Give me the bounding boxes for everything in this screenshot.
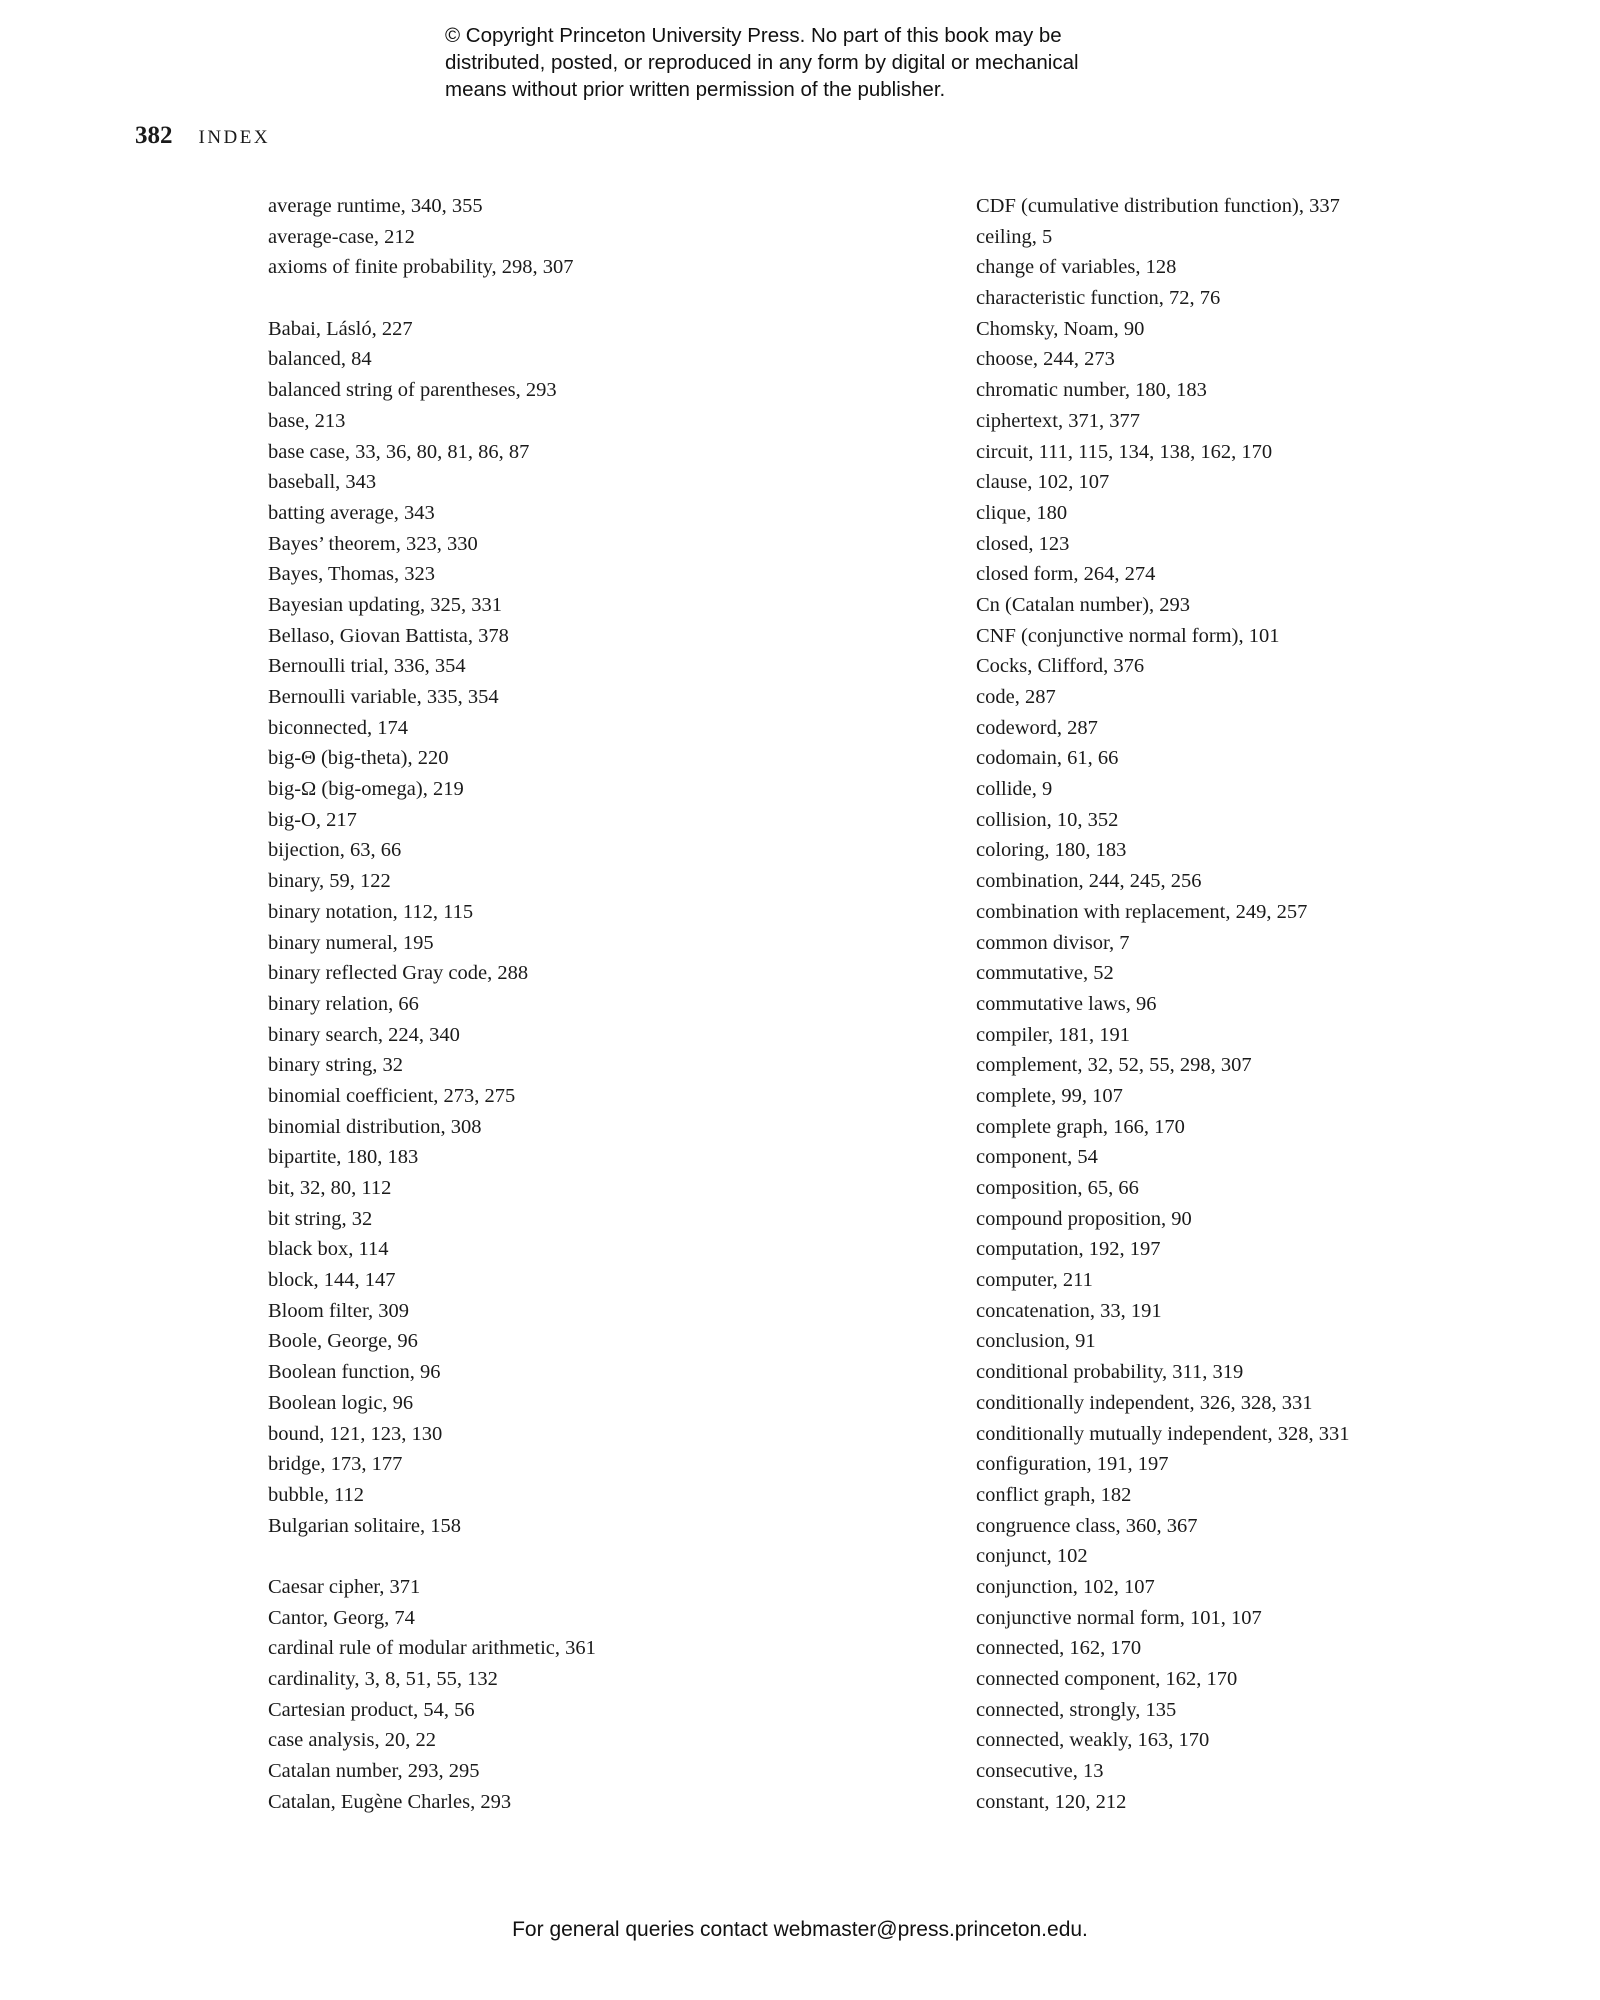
index-entry: component, 54 — [976, 1146, 1098, 1169]
index-entry: conjunctive normal form, 101, 107 — [976, 1606, 1262, 1629]
index-entry: bubble, 112 — [268, 1483, 365, 1506]
index-entry: compiler, 181, 191 — [976, 1023, 1131, 1046]
index-entry: Bernoulli trial, 336, 354 — [268, 655, 466, 678]
index-entry: Boolean function, 96 — [268, 1361, 441, 1384]
index-entry: bipartite, 180, 183 — [268, 1146, 419, 1169]
index-entry: computer, 211 — [976, 1269, 1093, 1292]
index-entry: commutative, 52 — [976, 962, 1114, 985]
index-entry: CNF (conjunctive normal form), 101 — [976, 624, 1280, 647]
index-entry: collision, 10, 352 — [976, 808, 1119, 831]
index-entry: conclusion, 91 — [976, 1330, 1096, 1353]
index-entry: cardinal rule of modular arithmetic, 361 — [268, 1637, 596, 1660]
index-entry: big-Θ (big-theta), 220 — [268, 747, 449, 770]
index-entry: bijection, 63, 66 — [268, 839, 402, 862]
index-entry: bridge, 173, 177 — [268, 1453, 403, 1476]
index-entry: Boole, George, 96 — [268, 1330, 418, 1353]
index-entry: Bayesian updating, 325, 331 — [268, 593, 503, 616]
index-entry: base, 213 — [268, 409, 346, 432]
index-entry: black box, 114 — [268, 1238, 389, 1261]
index-entry: Cartesian product, 54, 56 — [268, 1698, 475, 1721]
index-entry: connected, 162, 170 — [976, 1637, 1142, 1660]
index-entry: congruence class, 360, 367 — [976, 1514, 1198, 1537]
index-entry: code, 287 — [976, 686, 1056, 708]
copyright-notice — [445, 22, 1205, 103]
index-entry: Cantor, Georg, 74 — [268, 1606, 415, 1629]
index-entry: common divisor, 7 — [976, 931, 1130, 954]
index-entry: Bayes, Thomas, 323 — [268, 563, 436, 586]
index-entry: complete graph, 166, 170 — [976, 1115, 1185, 1138]
index-entry: ciphertext, 371, 377 — [976, 409, 1140, 432]
index-entry: baseball, 343 — [268, 471, 377, 494]
index-entry: closed, 123 — [976, 532, 1070, 555]
index-entry: connected component, 162, 170 — [976, 1668, 1238, 1690]
index-entry: Boolean logic, 96 — [268, 1391, 414, 1414]
index-group — [268, 191, 928, 283]
index-entry: codeword, 287 — [976, 716, 1098, 739]
index-entry: biconnected, 174 — [268, 716, 409, 739]
index-entry: change of variables, 128 — [976, 256, 1177, 279]
running-head — [135, 122, 270, 150]
index-entry: Caesar cipher, 371 — [268, 1575, 421, 1598]
index-entry: binary search, 224, 340 — [268, 1023, 460, 1046]
index-entry: block, 144, 147 — [268, 1269, 396, 1292]
index-entry: binary, 59, 122 — [268, 870, 391, 893]
index-entry: concatenation, 33, 191 — [976, 1299, 1162, 1322]
index-group — [976, 191, 1576, 1817]
index-entry: binary notation, 112, 115 — [268, 900, 474, 923]
index-entry: ceiling, 5 — [976, 225, 1053, 248]
index-entry: binary reflected Gray code, 288 — [268, 962, 529, 985]
index-entry: consecutive, 13 — [976, 1760, 1104, 1783]
index-entry: combination, 244, 245, 256 — [976, 870, 1202, 893]
footer-contact: For general queries contact webmaster@press.princeton.edu. — [512, 1918, 1088, 1941]
index-column-left — [268, 191, 928, 1817]
index-entry: average-case, 212 — [268, 225, 415, 248]
index-entry: combination with replacement, 249, 257 — [976, 900, 1308, 923]
index-entry: big-Ω (big-omega), 219 — [268, 778, 464, 801]
index-entry: composition, 65, 66 — [976, 1177, 1139, 1199]
copyright-line: distributed, posted, or reproduced in any form by digital or mechanical — [445, 51, 1079, 74]
index-entry: circuit, 111, 115, 134, 138, 162, 170 — [976, 440, 1273, 463]
index-entry: bit string, 32 — [268, 1207, 373, 1230]
index-entry: binomial distribution, 308 — [268, 1115, 482, 1138]
section-title: INDEX — [198, 127, 271, 148]
index-entry: Catalan, Eugène Charles, 293 — [268, 1790, 512, 1813]
index-entry: conjunction, 102, 107 — [976, 1575, 1155, 1598]
index-entry: Catalan number, 293, 295 — [268, 1760, 480, 1783]
index-entry: commutative laws, 96 — [976, 992, 1157, 1015]
index-entry: computation, 192, 197 — [976, 1238, 1161, 1261]
index-entry: Bloom filter, 309 — [268, 1299, 409, 1322]
index-entry: complement, 32, 52, 55, 298, 307 — [976, 1054, 1252, 1077]
index-entry: batting average, 343 — [268, 501, 435, 524]
index-entry: characteristic function, 72, 76 — [976, 287, 1221, 310]
index-entry: Bulgarian solitaire, 158 — [268, 1514, 461, 1537]
index-entry: codomain, 61, 66 — [976, 747, 1119, 770]
index-group — [268, 1572, 928, 1818]
index-entry: conflict graph, 182 — [976, 1483, 1132, 1506]
index-entry: closed form, 264, 274 — [976, 563, 1156, 586]
index-entry: Cn (Catalan number), 293 — [976, 593, 1191, 616]
copyright-line: means without prior written permission of the publisher. — [445, 78, 946, 101]
index-entry: bound, 121, 123, 130 — [268, 1422, 443, 1445]
index-entry: configuration, 191, 197 — [976, 1453, 1169, 1476]
index-entry: coloring, 180, 183 — [976, 839, 1127, 862]
index-entry: cardinality, 3, 8, 51, 55, 132 — [268, 1668, 498, 1690]
index-entry: collide, 9 — [976, 778, 1053, 801]
index-entry: conjunct, 102 — [976, 1545, 1088, 1568]
index-entry: clique, 180 — [976, 501, 1068, 524]
index-entry: compound proposition, 90 — [976, 1207, 1192, 1230]
index-entry: conditionally independent, 326, 328, 331 — [976, 1391, 1313, 1414]
index-entry: connected, strongly, 135 — [976, 1698, 1177, 1721]
index-entry: constant, 120, 212 — [976, 1790, 1127, 1813]
index-entry: CDF (cumulative distribution function), 337 — [976, 195, 1340, 217]
index-entry: connected, weakly, 163, 170 — [976, 1729, 1210, 1752]
index-entry: balanced string of parentheses, 293 — [268, 379, 557, 402]
index-entry: binary string, 32 — [268, 1054, 403, 1077]
page-number: 382 — [135, 122, 173, 149]
index-entry: conditionally mutually independent, 328, 331 — [976, 1422, 1350, 1445]
index-entry: Bellaso, Giovan Battista, 378 — [268, 624, 509, 647]
index-entry: Bayes’ theorem, 323, 330 — [268, 532, 478, 555]
index-entry: case analysis, 20, 22 — [268, 1729, 436, 1752]
index-entry: axioms of finite probability, 298, 307 — [268, 256, 574, 279]
index-entry: binary numeral, 195 — [268, 931, 434, 954]
index-entry: complete, 99, 107 — [976, 1084, 1123, 1107]
index-entry: big-O, 217 — [268, 808, 357, 831]
index-entry: conditional probability, 311, 319 — [976, 1361, 1244, 1384]
index-entry: clause, 102, 107 — [976, 471, 1110, 494]
index-entry: Cocks, Clifford, 376 — [976, 655, 1145, 678]
index-entry: Babai, Lásló, 227 — [268, 317, 413, 340]
index-entry: binomial coefficient, 273, 275 — [268, 1084, 516, 1107]
index-entry: Bernoulli variable, 335, 354 — [268, 686, 499, 708]
index-entry: choose, 244, 273 — [976, 348, 1115, 371]
index-column-right — [976, 191, 1576, 1817]
copyright-line: © Copyright Princeton University Press. No part of this book may be — [445, 24, 1062, 47]
index-entry: base case, 33, 36, 80, 81, 86, 87 — [268, 440, 530, 463]
index-entry: bit, 32, 80, 112 — [268, 1177, 392, 1199]
index-entry: Chomsky, Noam, 90 — [976, 317, 1145, 340]
index-entry: binary relation, 66 — [268, 992, 419, 1015]
index-entry: average runtime, 340, 355 — [268, 195, 483, 217]
index-entry: balanced, 84 — [268, 348, 372, 371]
index-group — [268, 314, 928, 1542]
index-entry: chromatic number, 180, 183 — [976, 379, 1207, 402]
